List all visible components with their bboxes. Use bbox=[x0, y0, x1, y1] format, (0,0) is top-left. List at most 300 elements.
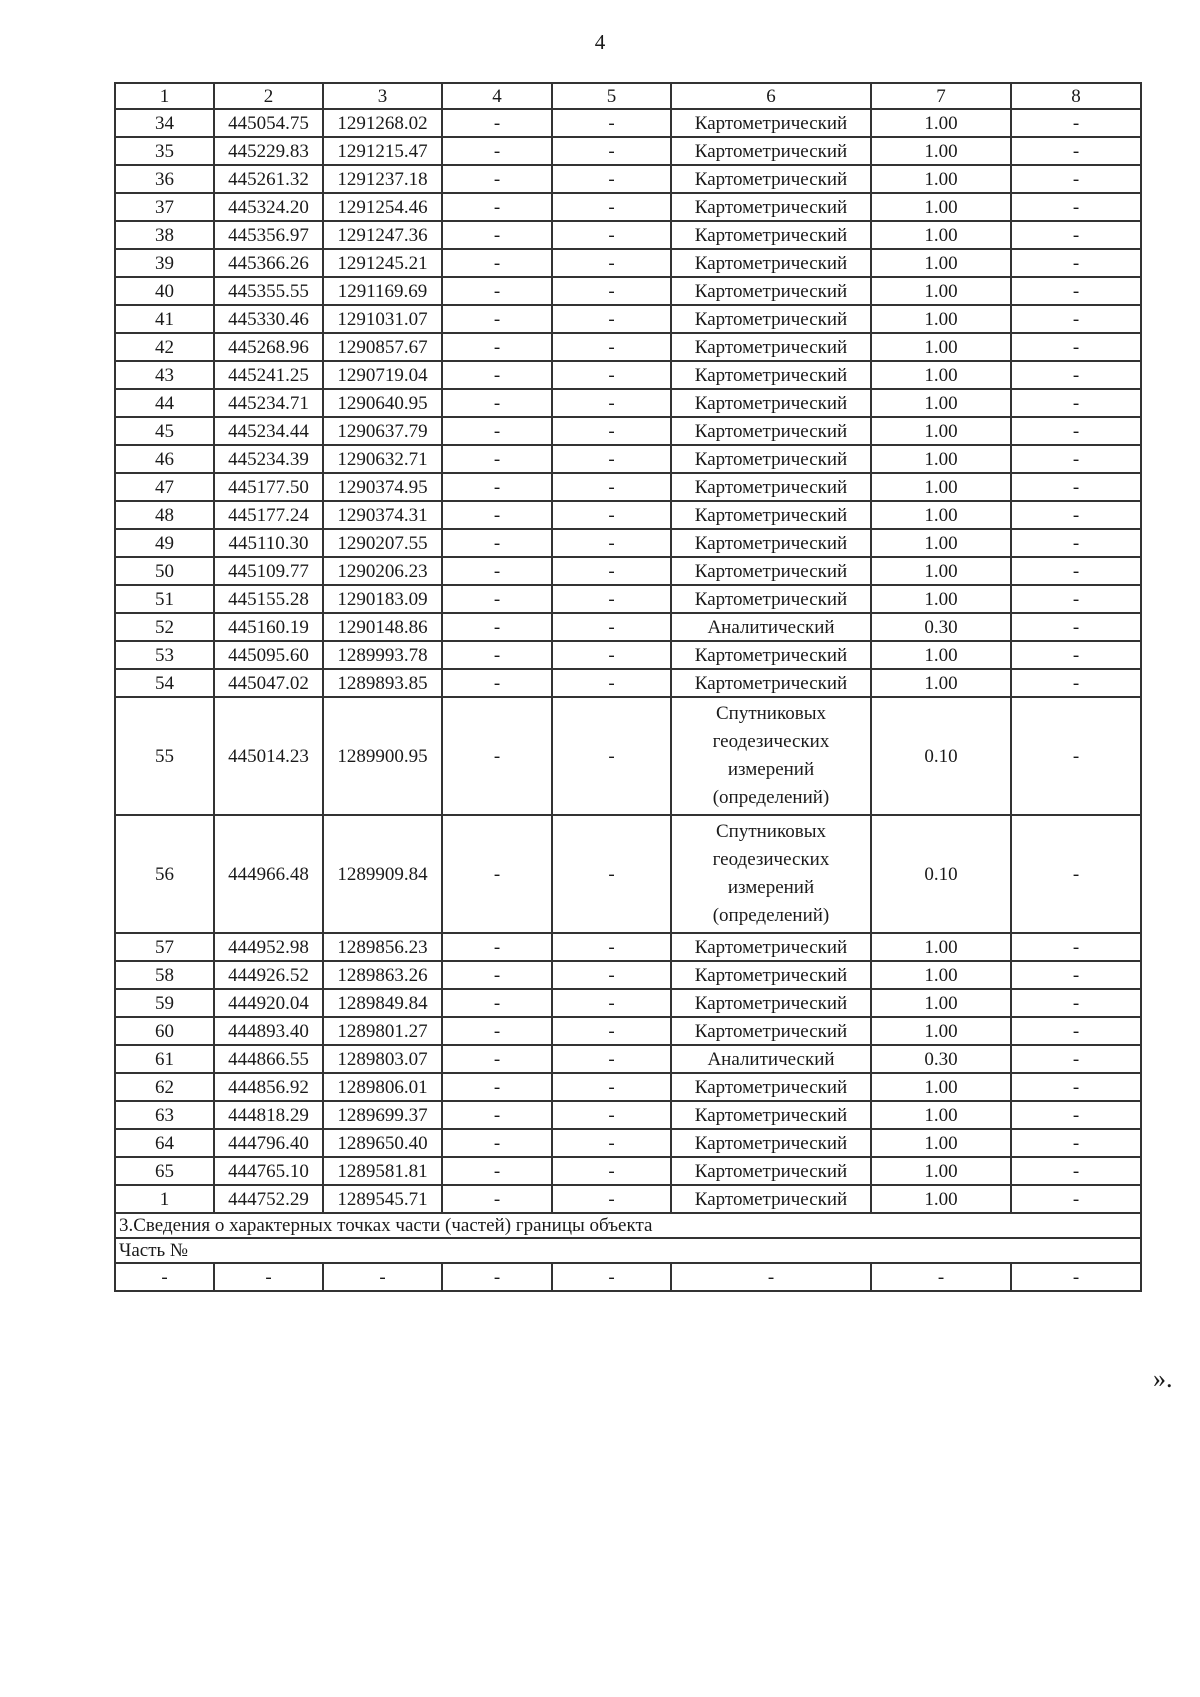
table-cell: Картометрический bbox=[671, 417, 871, 445]
table-cell: 1.00 bbox=[871, 1073, 1011, 1101]
table-body bbox=[115, 83, 1141, 1291]
column-header: 6 bbox=[671, 83, 871, 109]
table-cell: 1289900.95 bbox=[323, 697, 442, 815]
table-row bbox=[115, 333, 1141, 361]
table-cell: 44 bbox=[115, 389, 214, 417]
table-row bbox=[115, 933, 1141, 961]
table-cell: - bbox=[552, 361, 671, 389]
table-cell: 445234.39 bbox=[214, 445, 323, 473]
table-cell: 444765.10 bbox=[214, 1157, 323, 1185]
table-cell: - bbox=[1011, 815, 1141, 933]
table-cell: 1291245.21 bbox=[323, 249, 442, 277]
table-cell: - bbox=[552, 641, 671, 669]
table-cell: - bbox=[442, 669, 552, 697]
table-cell: - bbox=[442, 1101, 552, 1129]
table-cell: 56 bbox=[115, 815, 214, 933]
column-header: 1 bbox=[115, 83, 214, 109]
table-cell: 1.00 bbox=[871, 1157, 1011, 1185]
table-row bbox=[115, 697, 1141, 815]
table-cell: 59 bbox=[115, 989, 214, 1017]
page-number: 4 bbox=[594, 30, 606, 54]
table-cell: 1.00 bbox=[871, 989, 1011, 1017]
table-cell: - bbox=[1011, 1073, 1141, 1101]
table-cell: 1291254.46 bbox=[323, 193, 442, 221]
closing-quote-mark: ». bbox=[1153, 1364, 1173, 1393]
table-cell: - bbox=[442, 1157, 552, 1185]
table-cell: Картометрический bbox=[671, 193, 871, 221]
table-cell: 444856.92 bbox=[214, 1073, 323, 1101]
table-cell: 46 bbox=[115, 445, 214, 473]
table-cell: - bbox=[1011, 1129, 1141, 1157]
table-cell: 1291031.07 bbox=[323, 305, 442, 333]
table-cell: 1.00 bbox=[871, 1129, 1011, 1157]
table-cell: Картометрический bbox=[671, 361, 871, 389]
table-cell: 1290148.86 bbox=[323, 613, 442, 641]
table-cell: 445177.24 bbox=[214, 501, 323, 529]
table-cell: 445355.55 bbox=[214, 277, 323, 305]
table-cell: - bbox=[552, 137, 671, 165]
table-cell: 1.00 bbox=[871, 137, 1011, 165]
table-cell: - bbox=[552, 221, 671, 249]
table-cell: 1.00 bbox=[871, 557, 1011, 585]
table-cell: 35 bbox=[115, 137, 214, 165]
table-cell: 445155.28 bbox=[214, 585, 323, 613]
table-cell: 444796.40 bbox=[214, 1129, 323, 1157]
table-cell: - bbox=[214, 1263, 323, 1291]
table-row bbox=[115, 417, 1141, 445]
table-cell: 445160.19 bbox=[214, 613, 323, 641]
table-row bbox=[115, 137, 1141, 165]
table-cell: 1.00 bbox=[871, 529, 1011, 557]
table-cell: 51 bbox=[115, 585, 214, 613]
table-cell: - bbox=[442, 417, 552, 445]
table-row bbox=[115, 221, 1141, 249]
table-cell: - bbox=[671, 1263, 871, 1291]
table-cell: - bbox=[552, 585, 671, 613]
table-cell: - bbox=[1011, 221, 1141, 249]
table-cell: - bbox=[442, 933, 552, 961]
table-cell: 43 bbox=[115, 361, 214, 389]
table-row bbox=[115, 585, 1141, 613]
table-cell: Картометрический bbox=[671, 1101, 871, 1129]
table-cell: 1.00 bbox=[871, 417, 1011, 445]
table-cell: - bbox=[442, 1017, 552, 1045]
table-cell: 1 bbox=[115, 1185, 214, 1213]
table-row bbox=[115, 277, 1141, 305]
table-cell: - bbox=[552, 669, 671, 697]
table-cell: - bbox=[1011, 109, 1141, 137]
table-cell: Картометрический bbox=[671, 277, 871, 305]
table-row bbox=[115, 613, 1141, 641]
table-cell: 1290183.09 bbox=[323, 585, 442, 613]
table-cell: - bbox=[442, 585, 552, 613]
table-cell: - bbox=[1011, 1157, 1141, 1185]
table-cell: - bbox=[442, 641, 552, 669]
table-cell: - bbox=[552, 989, 671, 1017]
table-row bbox=[115, 1073, 1141, 1101]
table-cell: Картометрический bbox=[671, 1073, 871, 1101]
table-cell: 444952.98 bbox=[214, 933, 323, 961]
table-cell: - bbox=[552, 305, 671, 333]
table-cell: - bbox=[1011, 1101, 1141, 1129]
table-cell: - bbox=[442, 473, 552, 501]
table-cell: 45 bbox=[115, 417, 214, 445]
table-cell: - bbox=[442, 697, 552, 815]
table-cell: 1.00 bbox=[871, 473, 1011, 501]
table-cell: 445268.96 bbox=[214, 333, 323, 361]
table-cell: 1.00 bbox=[871, 109, 1011, 137]
table-cell: - bbox=[1011, 277, 1141, 305]
table-cell: 1.00 bbox=[871, 933, 1011, 961]
table-cell: Картометрический bbox=[671, 961, 871, 989]
table-cell: 444893.40 bbox=[214, 1017, 323, 1045]
table-cell: 445014.23 bbox=[214, 697, 323, 815]
table-cell: - bbox=[442, 277, 552, 305]
table-cell: - bbox=[442, 333, 552, 361]
table-row bbox=[115, 1045, 1141, 1073]
table-cell: - bbox=[552, 1045, 671, 1073]
table-cell: - bbox=[1011, 305, 1141, 333]
table-cell: Картометрический bbox=[671, 501, 871, 529]
table-cell: - bbox=[1011, 165, 1141, 193]
table-cell: Картометрический bbox=[671, 445, 871, 473]
table-row bbox=[115, 445, 1141, 473]
table-cell: Картометрический bbox=[671, 933, 871, 961]
table-cell: - bbox=[442, 961, 552, 989]
table-cell: 57 bbox=[115, 933, 214, 961]
table-cell: - bbox=[1011, 1045, 1141, 1073]
table-cell: 445110.30 bbox=[214, 529, 323, 557]
table-cell: 444966.48 bbox=[214, 815, 323, 933]
section-title-row bbox=[115, 1213, 1141, 1238]
table-row bbox=[115, 1185, 1141, 1213]
table-cell: - bbox=[552, 417, 671, 445]
table-cell: 445234.71 bbox=[214, 389, 323, 417]
table-cell: 1.00 bbox=[871, 1185, 1011, 1213]
table-cell: 445095.60 bbox=[214, 641, 323, 669]
table-cell: 52 bbox=[115, 613, 214, 641]
empty-part-row bbox=[115, 1263, 1141, 1291]
table-cell: - bbox=[552, 445, 671, 473]
table-cell: - bbox=[1011, 669, 1141, 697]
table-cell: - bbox=[442, 221, 552, 249]
table-cell: - bbox=[442, 109, 552, 137]
table-cell: 40 bbox=[115, 277, 214, 305]
table-cell: 1.00 bbox=[871, 669, 1011, 697]
table-cell: 64 bbox=[115, 1129, 214, 1157]
table-cell: - bbox=[1011, 361, 1141, 389]
table-row bbox=[115, 305, 1141, 333]
table-cell: Аналитический bbox=[671, 613, 871, 641]
table-cell: - bbox=[552, 249, 671, 277]
column-header: 8 bbox=[1011, 83, 1141, 109]
table-cell: - bbox=[442, 557, 552, 585]
table-cell: 63 bbox=[115, 1101, 214, 1129]
table-cell: - bbox=[1011, 557, 1141, 585]
table-cell: 37 bbox=[115, 193, 214, 221]
table-cell: - bbox=[552, 815, 671, 933]
table-cell: 0.30 bbox=[871, 613, 1011, 641]
table-cell: - bbox=[323, 1263, 442, 1291]
table-cell: 38 bbox=[115, 221, 214, 249]
table-cell: 1.00 bbox=[871, 445, 1011, 473]
table-cell: 1.00 bbox=[871, 361, 1011, 389]
section-title: 3.Сведения о характерных точках части (частей) границы объекта bbox=[115, 1213, 1141, 1238]
table-cell: - bbox=[442, 1045, 552, 1073]
table-cell: 445177.50 bbox=[214, 473, 323, 501]
table-cell: 1289545.71 bbox=[323, 1185, 442, 1213]
table-cell: Спутниковых геодезических измерений (определений) bbox=[671, 815, 871, 933]
table-cell: 444866.55 bbox=[214, 1045, 323, 1073]
table-cell: - bbox=[552, 165, 671, 193]
column-header: 2 bbox=[214, 83, 323, 109]
table-cell: - bbox=[552, 1157, 671, 1185]
table-cell: - bbox=[552, 1185, 671, 1213]
table-cell: 444752.29 bbox=[214, 1185, 323, 1213]
table-row bbox=[115, 249, 1141, 277]
table-cell: 1.00 bbox=[871, 501, 1011, 529]
table-cell: 61 bbox=[115, 1045, 214, 1073]
table-cell: 0.30 bbox=[871, 1045, 1011, 1073]
table-row bbox=[115, 1157, 1141, 1185]
table-cell: 1290857.67 bbox=[323, 333, 442, 361]
table-cell: Аналитический bbox=[671, 1045, 871, 1073]
table-cell: Картометрический bbox=[671, 1129, 871, 1157]
table-cell: 1289650.40 bbox=[323, 1129, 442, 1157]
table-cell: 1289801.27 bbox=[323, 1017, 442, 1045]
table-cell: 445324.20 bbox=[214, 193, 323, 221]
table-cell: 1289803.07 bbox=[323, 1045, 442, 1073]
table-cell: Картометрический bbox=[671, 1185, 871, 1213]
table-cell: - bbox=[552, 501, 671, 529]
table-cell: 445241.25 bbox=[214, 361, 323, 389]
table-cell: 42 bbox=[115, 333, 214, 361]
table-cell: - bbox=[1011, 961, 1141, 989]
table-row bbox=[115, 165, 1141, 193]
table-row bbox=[115, 473, 1141, 501]
table-cell: Спутниковых геодезических измерений (определений) bbox=[671, 697, 871, 815]
table-cell: 1290207.55 bbox=[323, 529, 442, 557]
table-row bbox=[115, 641, 1141, 669]
table-cell: - bbox=[552, 961, 671, 989]
table-cell: 36 bbox=[115, 165, 214, 193]
table-cell: Картометрический bbox=[671, 641, 871, 669]
table-cell: - bbox=[552, 1017, 671, 1045]
table-cell: - bbox=[1011, 585, 1141, 613]
table-cell: 1.00 bbox=[871, 333, 1011, 361]
table-cell: Картометрический bbox=[671, 249, 871, 277]
table-cell: - bbox=[1011, 417, 1141, 445]
table-cell: - bbox=[552, 277, 671, 305]
table-cell: - bbox=[442, 361, 552, 389]
table-cell: 1291169.69 bbox=[323, 277, 442, 305]
table-cell: 1289893.85 bbox=[323, 669, 442, 697]
table-cell: - bbox=[442, 1129, 552, 1157]
table-cell: 1.00 bbox=[871, 641, 1011, 669]
table-row bbox=[115, 815, 1141, 933]
table-cell: - bbox=[552, 1073, 671, 1101]
table-cell: 48 bbox=[115, 501, 214, 529]
table-cell: 445229.83 bbox=[214, 137, 323, 165]
table-cell: - bbox=[552, 333, 671, 361]
part-label-row bbox=[115, 1238, 1141, 1263]
table-cell: - bbox=[552, 109, 671, 137]
table-cell: Картометрический bbox=[671, 305, 871, 333]
table-cell: - bbox=[1011, 445, 1141, 473]
table-cell: 39 bbox=[115, 249, 214, 277]
table-cell: - bbox=[1011, 473, 1141, 501]
table-cell: - bbox=[552, 613, 671, 641]
table-cell: 1.00 bbox=[871, 193, 1011, 221]
table-cell: 1.00 bbox=[871, 961, 1011, 989]
table-cell: - bbox=[552, 193, 671, 221]
table-cell: 1289581.81 bbox=[323, 1157, 442, 1185]
table-cell: 1289849.84 bbox=[323, 989, 442, 1017]
table-row bbox=[115, 1017, 1141, 1045]
table-cell: 1291215.47 bbox=[323, 137, 442, 165]
table-cell: 1.00 bbox=[871, 1017, 1011, 1045]
table-cell: 445047.02 bbox=[214, 669, 323, 697]
table-cell: - bbox=[442, 305, 552, 333]
table-row bbox=[115, 361, 1141, 389]
table-cell: - bbox=[442, 501, 552, 529]
table-cell: 60 bbox=[115, 1017, 214, 1045]
table-cell: 0.10 bbox=[871, 815, 1011, 933]
table-cell: - bbox=[442, 1263, 552, 1291]
table-cell: - bbox=[115, 1263, 214, 1291]
table-cell: 1.00 bbox=[871, 221, 1011, 249]
table-row bbox=[115, 669, 1141, 697]
part-label: Часть № bbox=[115, 1238, 1141, 1263]
table-cell: 445109.77 bbox=[214, 557, 323, 585]
table-cell: 55 bbox=[115, 697, 214, 815]
table-cell: - bbox=[1011, 501, 1141, 529]
table-cell: 34 bbox=[115, 109, 214, 137]
table-cell: Картометрический bbox=[671, 137, 871, 165]
table-row bbox=[115, 529, 1141, 557]
table-cell: - bbox=[552, 473, 671, 501]
table-cell: Картометрический bbox=[671, 989, 871, 1017]
table-cell: 445366.26 bbox=[214, 249, 323, 277]
column-header: 4 bbox=[442, 83, 552, 109]
table-cell: 1.00 bbox=[871, 249, 1011, 277]
table-cell: Картометрический bbox=[671, 473, 871, 501]
table-cell: 1.00 bbox=[871, 389, 1011, 417]
table-cell: 1289909.84 bbox=[323, 815, 442, 933]
table-cell: 65 bbox=[115, 1157, 214, 1185]
table-cell: Картометрический bbox=[671, 333, 871, 361]
table-cell: 1290719.04 bbox=[323, 361, 442, 389]
table-cell: 1290374.95 bbox=[323, 473, 442, 501]
table-cell: 1.00 bbox=[871, 1101, 1011, 1129]
table-cell: - bbox=[1011, 193, 1141, 221]
table-cell: 1289863.26 bbox=[323, 961, 442, 989]
table-cell: 1.00 bbox=[871, 165, 1011, 193]
table-cell: 1291268.02 bbox=[323, 109, 442, 137]
table-cell: 1290206.23 bbox=[323, 557, 442, 585]
table-cell: - bbox=[1011, 989, 1141, 1017]
table-row bbox=[115, 109, 1141, 137]
table-cell: - bbox=[552, 389, 671, 417]
table-cell: - bbox=[552, 933, 671, 961]
table-cell: Картометрический bbox=[671, 529, 871, 557]
table-cell: Картометрический bbox=[671, 109, 871, 137]
column-header: 3 bbox=[323, 83, 442, 109]
table-row bbox=[115, 193, 1141, 221]
table-cell: Картометрический bbox=[671, 389, 871, 417]
table-cell: - bbox=[1011, 137, 1141, 165]
table-cell: 1289699.37 bbox=[323, 1101, 442, 1129]
table-cell: 444926.52 bbox=[214, 961, 323, 989]
table-cell: - bbox=[442, 137, 552, 165]
table-cell: Картометрический bbox=[671, 669, 871, 697]
table-cell: - bbox=[1011, 389, 1141, 417]
table-cell: 444818.29 bbox=[214, 1101, 323, 1129]
table-cell: 53 bbox=[115, 641, 214, 669]
column-header: 5 bbox=[552, 83, 671, 109]
table-cell: Картометрический bbox=[671, 1157, 871, 1185]
table-row bbox=[115, 501, 1141, 529]
table-cell: - bbox=[442, 165, 552, 193]
table-cell: Картометрический bbox=[671, 585, 871, 613]
table-cell: 445330.46 bbox=[214, 305, 323, 333]
boundary-points-table bbox=[114, 82, 1142, 1292]
table-cell: - bbox=[442, 815, 552, 933]
table-cell: - bbox=[442, 989, 552, 1017]
table-cell: 1291237.18 bbox=[323, 165, 442, 193]
table-cell: 1.00 bbox=[871, 305, 1011, 333]
table-row bbox=[115, 1129, 1141, 1157]
table-cell: 445054.75 bbox=[214, 109, 323, 137]
table-cell: 1.00 bbox=[871, 277, 1011, 305]
table-cell: 1290637.79 bbox=[323, 417, 442, 445]
table-cell: 1291247.36 bbox=[323, 221, 442, 249]
table-cell: - bbox=[442, 445, 552, 473]
table-cell: 1289806.01 bbox=[323, 1073, 442, 1101]
table-cell: 1289856.23 bbox=[323, 933, 442, 961]
table-cell: Картометрический bbox=[671, 557, 871, 585]
table-cell: - bbox=[552, 1101, 671, 1129]
table-cell: 1290640.95 bbox=[323, 389, 442, 417]
table-cell: 1.00 bbox=[871, 585, 1011, 613]
table-row bbox=[115, 557, 1141, 585]
table-cell: - bbox=[1011, 933, 1141, 961]
table-cell: - bbox=[1011, 1263, 1141, 1291]
table-cell: - bbox=[552, 557, 671, 585]
table-cell: 41 bbox=[115, 305, 214, 333]
header-row bbox=[115, 83, 1141, 109]
table-cell: 49 bbox=[115, 529, 214, 557]
table-cell: 1289993.78 bbox=[323, 641, 442, 669]
table-cell: - bbox=[552, 1129, 671, 1157]
table-row bbox=[115, 389, 1141, 417]
table-cell: - bbox=[442, 1073, 552, 1101]
table-cell: - bbox=[552, 529, 671, 557]
table-cell: 1290632.71 bbox=[323, 445, 442, 473]
table-cell: - bbox=[1011, 1017, 1141, 1045]
table-cell: - bbox=[871, 1263, 1011, 1291]
column-header: 7 bbox=[871, 83, 1011, 109]
table-cell: Картометрический bbox=[671, 165, 871, 193]
table-cell: 62 bbox=[115, 1073, 214, 1101]
table-cell: 444920.04 bbox=[214, 989, 323, 1017]
table-cell: 0.10 bbox=[871, 697, 1011, 815]
table-row bbox=[115, 1101, 1141, 1129]
table-cell: - bbox=[442, 193, 552, 221]
table-cell: - bbox=[442, 613, 552, 641]
table-cell: - bbox=[1011, 613, 1141, 641]
table-cell: - bbox=[552, 1263, 671, 1291]
